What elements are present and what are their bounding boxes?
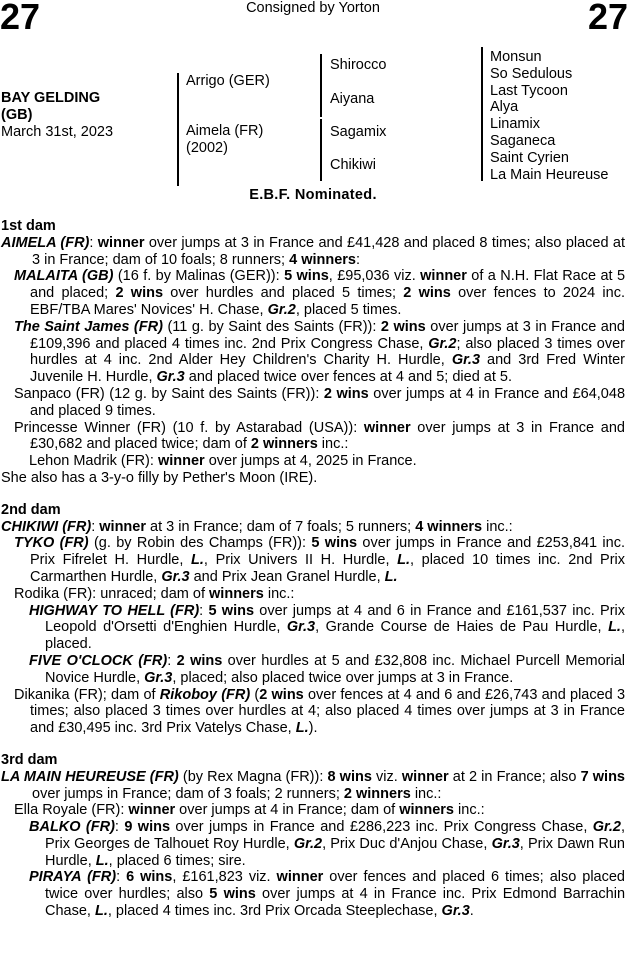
offspring-entry: TYKO (FR) (g. by Robin des Champs (FR)): 5 wins over jumps in France and £253,841 inc. Prix Fifrelet H. Hurdle, L., Prix Univers II H. Hurdle, L., placed 10 times inc. 2nd Prix Carmarthen Hurdle, Gr.3 and Prix Jean Granel Hurdle, L.	[14, 535, 625, 585]
country: (GB)	[1, 106, 33, 123]
lot-number: 27	[0, 0, 41, 37]
offspring-entry: MALAITA (GB) (16 f. by Malinas (GER)): 5 wins, £95,036 viz. winner of a N.H. Flat Race at 5 and placed; 2 wins over hurdles and placed 5 times; 2 wins over fences to 2024 inc. EBF/TBA Mares' Novices' H. Chase, Gr.2, placed 5 times.	[14, 268, 626, 318]
dam	[186, 123, 263, 157]
ancestor: Last Tycoon	[490, 82, 568, 99]
grand-offspring-entry: FIVE O'CLOCK (FR): 2 wins over hurdles at 5 and £32,808 inc. Michael Purcell Memorial Novice Hurdle, Gr.3, placed; also placed twice over jumps at 3 in France.	[29, 652, 625, 686]
grand-offspring-entry: HIGHWAY TO HELL (FR): 5 wins over jumps at 4 and 6 in France and £161,537 inc. Prix Leopold d'Orsetti d'Enghien Hurdle, Gr.3, Grande Course de Haies de Pau Hurdle, L., placed.	[29, 602, 626, 653]
section-heading: 3rd dam	[1, 751, 58, 768]
offspring-entry: Ella Royale (FR): winner over jumps at 4 in France; dam of winners inc.:	[14, 802, 485, 819]
granddam-sire: Aiyana	[330, 91, 375, 107]
consignor: Consigned by Yorton	[246, 0, 380, 16]
sire: Arrigo (GER)	[186, 73, 270, 89]
granddam-dam: Chikiwi	[330, 157, 376, 173]
dam-year: (2002)	[186, 139, 228, 156]
ancestor: Monsun	[490, 49, 542, 65]
section-heading: 2nd dam	[1, 501, 61, 518]
grand-offspring-entry: PIRAYA (FR): 6 wins, £161,823 viz. winner over fences and placed 6 times; also placed twice over hurdles; also 5 wins over jumps at 4 in France inc. Prix Edmond Barrachin Chase, L., placed 4 times inc. 3rd Prix Orcada Steeplechase, Gr.3.	[29, 869, 626, 920]
ancestor: So Sedulous	[490, 65, 573, 82]
pedigree-line	[481, 47, 483, 181]
offspring-entry: Rodika (FR): unraced; dam of winners inc.:	[14, 585, 295, 602]
grand-offspring-entry: BALKO (FR): 9 wins over jumps in France and £286,223 inc. Prix Congress Chase, Gr.2, Prix Georges de Talhouet Roy Hurdle, Gr.2, Prix Duc d'Anjou Chase, Gr.3, Prix Dawn Run Hurdle, L., placed 6 times; sire.	[29, 819, 625, 869]
offspring-entry: Dikanika (FR); dam of Rikoboy (FR) (2 wins over fences at 4 and 6 and £26,743 and placed 3 times; also placed 3 times over hurdles at 4; also placed 4 times over jumps at 3 in France and £30,495 inc. 3rd Prix Vatelys Chase, L.).	[14, 686, 626, 737]
dam-record: AIMELA (FR): winner over jumps at 3 in France and £41,428 and placed 8 times; also placed at 3 in France; dam of 10 foals; 8 runners; 4 winners:	[1, 234, 625, 268]
section-heading: 1st dam	[1, 218, 56, 234]
ancestor: Linamix	[490, 116, 540, 133]
pedigree-line	[177, 73, 179, 186]
ancestor: Saganeca	[490, 132, 556, 149]
grandsire-sire: Shirocco	[330, 57, 387, 73]
pedigree-line	[320, 119, 322, 181]
offspring-entry: The Saint James (FR) (11 g. by Saint des Saints (FR)): 2 wins over jumps at 3 in France and £109,396 and placed 4 times inc. 2nd Prix Congress Chase, Gr.2; also placed 3 times over hurdles at 4 inc. 2nd Alder Hey Children's Charity H. Hurdle, Gr.3 and 3rd Fred Winter Juvenile H. Hurdle, Gr.3 and placed twice over fences at 4 and 5; died at 5.	[14, 318, 625, 386]
fourth-generation	[490, 49, 609, 183]
ancestor: Saint Cyrien	[490, 149, 569, 166]
offspring-entry: Sanpaco (FR) (12 g. by Saint des Saints (FR)): 2 wins over jumps at 4 in France and £64,048 and placed 9 times.	[14, 385, 626, 419]
grand-offspring-entry: Lehon Madrik (FR): winner over jumps at 4, 2025 in France.	[29, 453, 417, 470]
dam-record: CHIKIWI (FR): winner at 3 in France; dam of 7 foals; 5 runners; 4 winners inc.:	[1, 518, 513, 535]
dam-note: She also has a 3-y-o filly by Pether's Moon (IRE).	[1, 469, 318, 486]
sex-color: BAY GELDING	[1, 90, 101, 106]
dam-name: Aimela (FR)	[186, 123, 264, 139]
offspring-entry: Princesse Winner (FR) (10 f. by Astarabad (USA)): winner over jumps at 3 in France and £30,682 and placed twice; dam of 2 winners inc.:	[14, 419, 625, 453]
lot-number-right: 27	[587, 0, 628, 37]
ebf-nomination: E.B.F. Nominated.	[249, 187, 377, 203]
ancestor: Alya	[490, 99, 519, 116]
dam-record: LA MAIN HEUREUSE (FR) (by Rex Magna (FR)): 8 wins viz. winner at 2 in France; also 7 wins over jumps in France; dam of 3 foals; 2 runners; 2 winners inc.:	[1, 768, 625, 802]
horse-description	[1, 90, 100, 124]
foaling-date: March 31st, 2023	[1, 124, 114, 140]
pedigree-line	[320, 54, 322, 117]
ancestor: La Main Heureuse	[490, 166, 609, 183]
grandsire-dam: Sagamix	[330, 124, 387, 140]
pedigree-notes	[1, 218, 625, 920]
